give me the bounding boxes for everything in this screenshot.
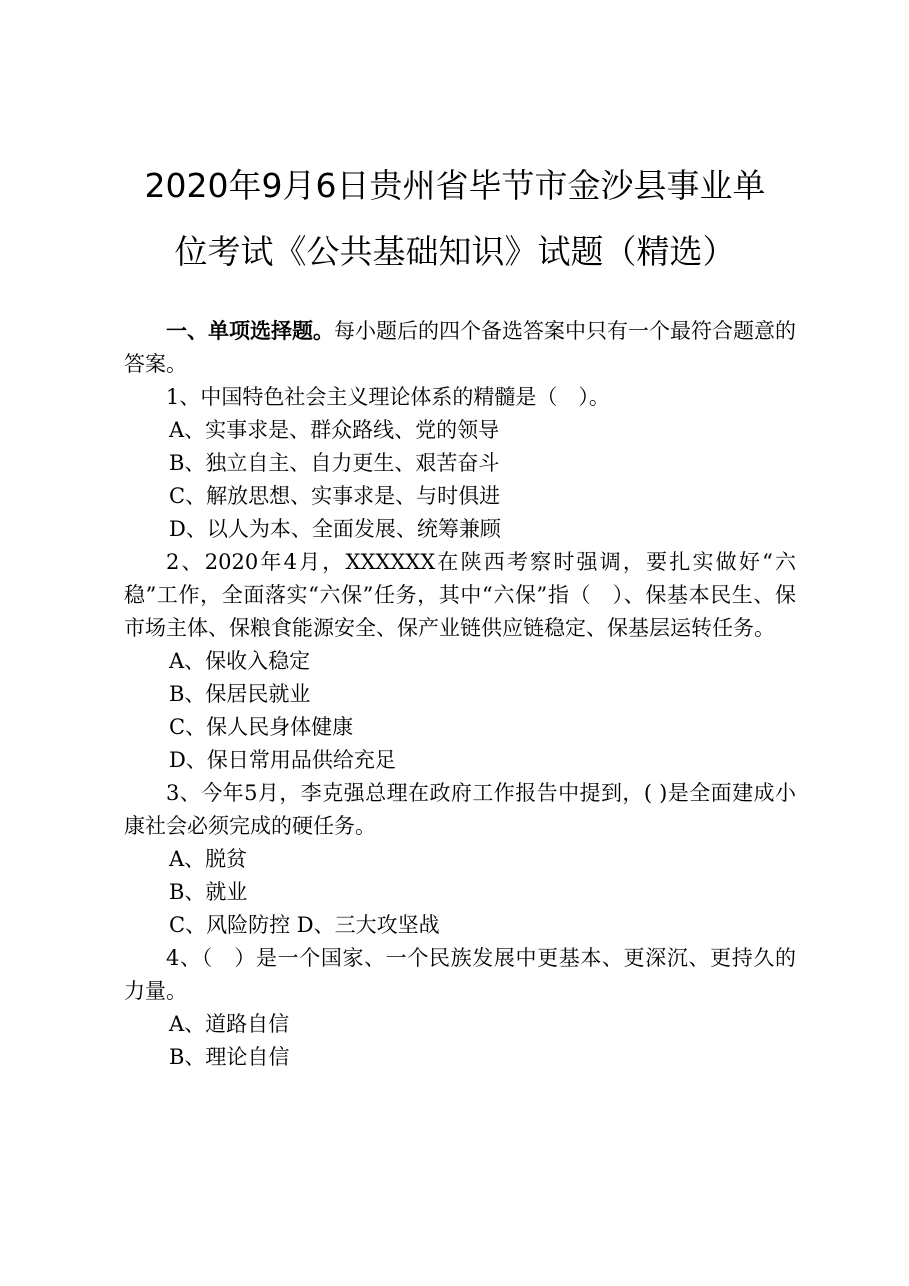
answer-option: D、以人为本、全面发展、统筹兼顾 <box>169 517 501 541</box>
document-body <box>124 315 796 1074</box>
answer-option: D、保日常用品供给充足 <box>169 748 396 772</box>
section-intro <box>124 315 796 381</box>
answer-option: A、实事求是、群众路线、党的领导 <box>169 418 500 442</box>
answer-option: B、独立自主、自力更生、艰苦奋斗 <box>169 451 500 475</box>
section-heading: 一、单项选择题。 <box>166 319 334 343</box>
document-title-line-1: 2020年9月6日贵州省毕节市金沙县事业单 <box>144 166 766 205</box>
answer-option: C、风险防控 D、三大攻坚战 <box>169 913 440 937</box>
question-stem: 3、今年5月，李克强总理在政府工作报告中提到，( )是全面建成小康社会必须完成的硬任务。 <box>124 781 796 838</box>
document-title-line-2: 位考试《公共基础知识》试题（精选） <box>174 232 736 271</box>
answer-option: A、脱贫 <box>169 847 248 871</box>
answer-option: B、保居民就业 <box>169 682 311 706</box>
answer-option: C、解放思想、实事求是、与时俱进 <box>169 484 501 508</box>
answer-option: A、道路自信 <box>169 1012 290 1036</box>
question-stem: 4、（ ）是一个国家、一个民族发展中更基本、更深沉、更持久的力量。 <box>124 946 796 1003</box>
question-stem: 2、2020年4月，XXXXXX在陕西考察时强调，要扎实做好“六稳”工作，全面落实“六保”任务，其中“六保”指（ ）、保基本民生、保市场主体、保粮食能源安全、保产业链供应链稳定、保基层运转任务。 <box>124 550 796 640</box>
answer-option: B、就业 <box>169 880 248 904</box>
answer-option: B、理论自信 <box>169 1045 290 1069</box>
question-stem: 1、中国特色社会主义理论体系的精髓是（ ）。 <box>166 385 610 409</box>
answer-option: A、保收入稳定 <box>169 649 311 673</box>
answer-option: C、保人民身体健康 <box>169 715 354 739</box>
section-instruction: 每小题后的四个备选答案中只有一个最符合题意的答案。 <box>124 319 796 376</box>
